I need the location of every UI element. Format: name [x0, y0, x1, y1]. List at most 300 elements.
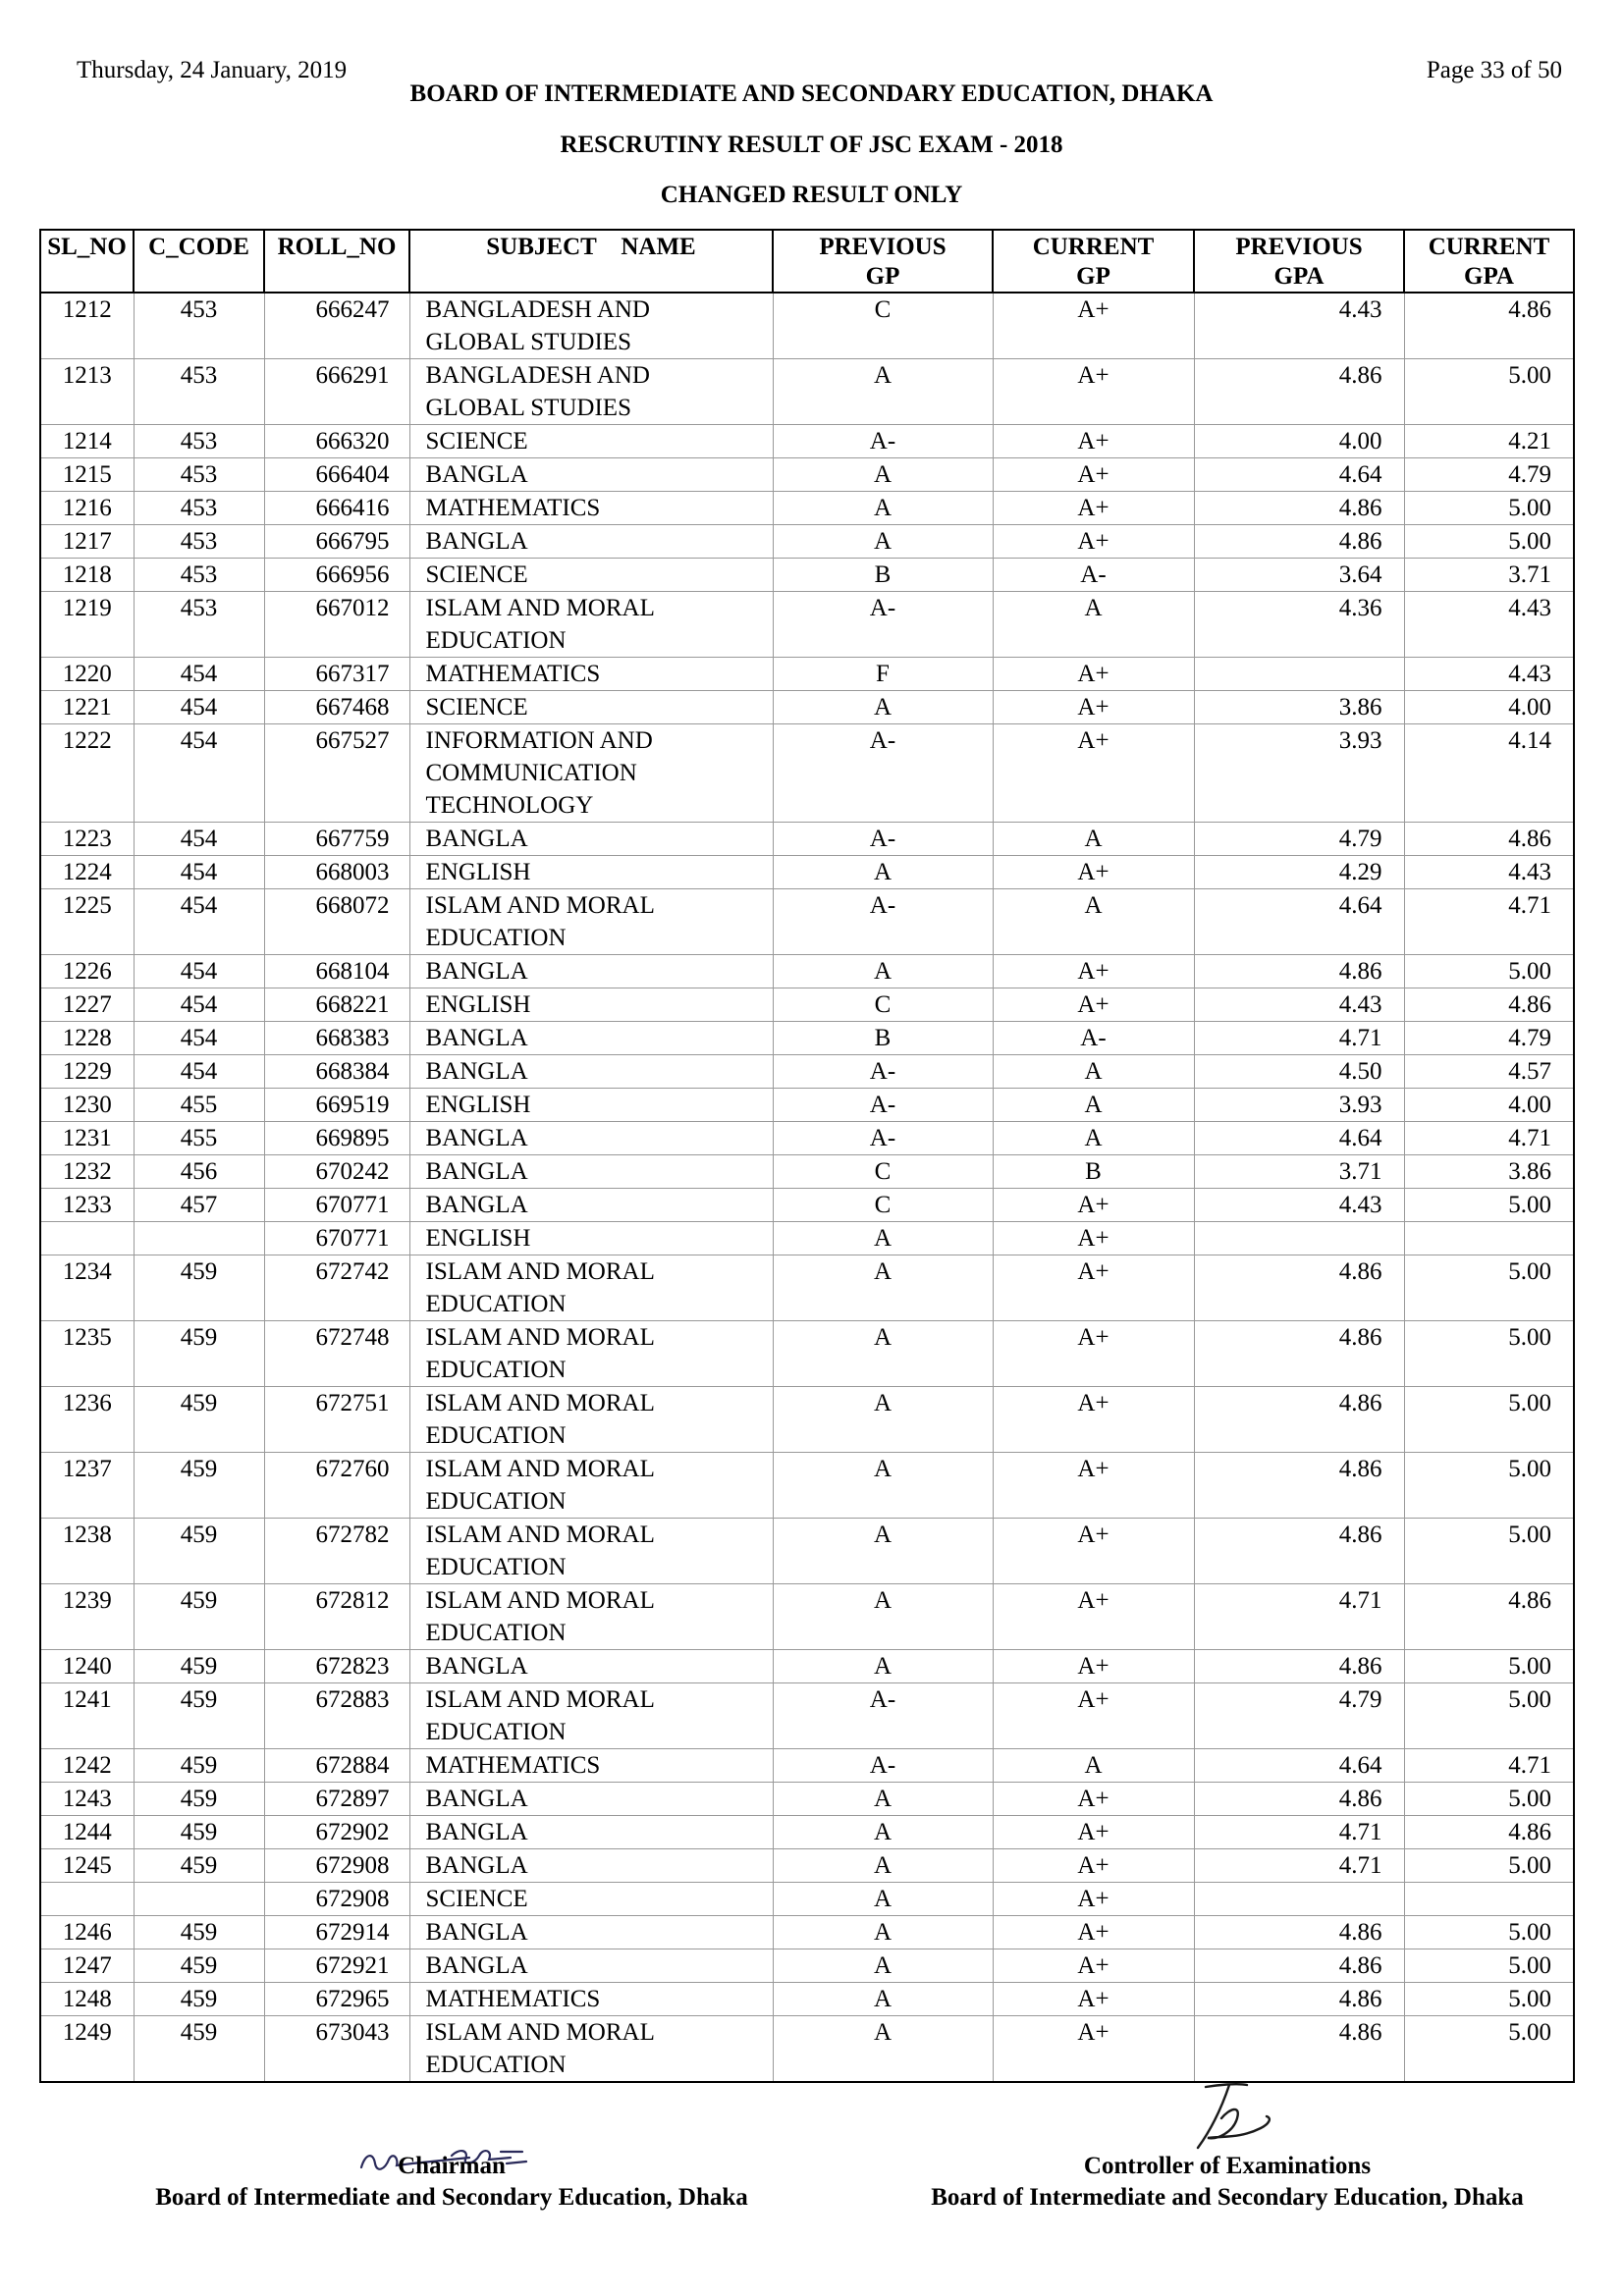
sl-no-cell: 1222: [40, 724, 134, 823]
subject-line: EDUCATION: [425, 1554, 567, 1580]
sl-no-cell: 1248: [40, 1983, 134, 2016]
table-row: [40, 2016, 1574, 2083]
previous-gp-cell: A-: [773, 425, 993, 458]
current-gp-cell: A-: [993, 559, 1194, 592]
previous-gpa-cell: 4.86: [1194, 1916, 1404, 1949]
roll-no-cell: 672751: [264, 1387, 409, 1453]
subject-line: BANGLA: [425, 1919, 528, 1946]
current-gp-cell: A: [993, 823, 1194, 856]
sl-no-cell: 1247: [40, 1949, 134, 1983]
current-gpa-cell: 4.00: [1404, 691, 1574, 724]
current-gpa-cell: 4.86: [1404, 1816, 1574, 1849]
current-gp-cell: A+: [993, 1683, 1194, 1749]
table-row: [40, 856, 1574, 889]
subject-cell: [409, 592, 773, 658]
subject-line: BANGLA: [425, 1952, 528, 1979]
previous-gp-cell: A: [773, 1584, 993, 1650]
current-gp-cell: A-: [993, 1022, 1194, 1055]
subject-cell: [409, 1783, 773, 1816]
current-gp-cell: A+: [993, 1783, 1194, 1816]
previous-gp-cell: A: [773, 458, 993, 492]
previous-gp-cell: A: [773, 856, 993, 889]
col-header-roll-no: ROLL_NO: [264, 230, 409, 293]
roll-no-cell: 666247: [264, 293, 409, 359]
subject-line: SCIENCE: [425, 694, 528, 721]
roll-no-cell: 672908: [264, 1849, 409, 1883]
current-gp-cell: A: [993, 592, 1194, 658]
previous-gpa-cell: 4.79: [1194, 1683, 1404, 1749]
previous-gp-cell: A: [773, 1321, 993, 1387]
sl-no-cell: 1232: [40, 1155, 134, 1189]
current-gp-cell: A+: [993, 1222, 1194, 1255]
current-gpa-cell: 5.00: [1404, 492, 1574, 525]
current-gp-cell: A+: [993, 1453, 1194, 1519]
c-code-cell: 459: [134, 1916, 264, 1949]
current-gpa-cell: 4.71: [1404, 1122, 1574, 1155]
subject-cell: [409, 1089, 773, 1122]
table-row: [40, 492, 1574, 525]
sl-no-cell: 1212: [40, 293, 134, 359]
roll-no-cell: 670242: [264, 1155, 409, 1189]
previous-gp-cell: A: [773, 1883, 993, 1916]
previous-gp-cell: A: [773, 1650, 993, 1683]
table-row: [40, 1949, 1574, 1983]
roll-no-cell: 668384: [264, 1055, 409, 1089]
previous-gp-cell: A: [773, 1222, 993, 1255]
previous-gp-cell: F: [773, 658, 993, 691]
roll-no-cell: 666795: [264, 525, 409, 559]
subject-line: BANGLA: [425, 1058, 528, 1085]
c-code-cell: 459: [134, 1650, 264, 1683]
current-gp-cell: A+: [993, 525, 1194, 559]
subject-line: BANGLA: [425, 1158, 528, 1185]
subject-line: ISLAM AND MORAL: [425, 1258, 655, 1285]
c-code-cell: 459: [134, 1387, 264, 1453]
current-gpa-cell: 5.00: [1404, 1650, 1574, 1683]
current-gp-cell: A+: [993, 425, 1194, 458]
roll-no-cell: 670771: [264, 1222, 409, 1255]
current-gpa-cell: 4.43: [1404, 592, 1574, 658]
roll-no-cell: 672883: [264, 1683, 409, 1749]
current-gpa-cell: 5.00: [1404, 1189, 1574, 1222]
table-row: [40, 458, 1574, 492]
current-gp-cell: A+: [993, 1816, 1194, 1849]
c-code-cell: 459: [134, 1849, 264, 1883]
current-gpa-cell: 5.00: [1404, 1849, 1574, 1883]
previous-gp-cell: A-: [773, 1055, 993, 1089]
sl-no-cell: 1217: [40, 525, 134, 559]
current-gpa-cell: 5.00: [1404, 359, 1574, 425]
table-row: [40, 1022, 1574, 1055]
roll-no-cell: 669895: [264, 1122, 409, 1155]
subject-cell: [409, 1189, 773, 1222]
previous-gp-cell: A-: [773, 1749, 993, 1783]
table-row: [40, 1055, 1574, 1089]
roll-no-cell: 672812: [264, 1584, 409, 1650]
subject-cell: [409, 1122, 773, 1155]
previous-gpa-cell: 4.86: [1194, 492, 1404, 525]
subject-line: ENGLISH: [425, 991, 531, 1018]
previous-gp-cell: A: [773, 1949, 993, 1983]
subject-cell: [409, 1683, 773, 1749]
table-row: [40, 1883, 1574, 1916]
col-header-subject-name: SUBJECT NAME: [409, 230, 773, 293]
c-code-cell: 454: [134, 889, 264, 955]
current-gp-cell: A+: [993, 1255, 1194, 1321]
c-code-cell: 454: [134, 691, 264, 724]
subject-cell: [409, 1387, 773, 1453]
subject-line: BANGLA: [425, 1819, 528, 1845]
roll-no-cell: 667759: [264, 823, 409, 856]
subject-cell: [409, 359, 773, 425]
previous-gpa-cell: 4.64: [1194, 889, 1404, 955]
subject-line: SCIENCE: [425, 1886, 528, 1912]
current-gpa-cell: 4.00: [1404, 1089, 1574, 1122]
col-header-current-gp: CURRENT GP: [993, 230, 1194, 293]
current-gp-cell: A+: [993, 458, 1194, 492]
subject-line: ISLAM AND MORAL: [425, 1324, 655, 1351]
previous-gpa-cell: 4.36: [1194, 592, 1404, 658]
current-gp-cell: A+: [993, 1387, 1194, 1453]
subject-cell: [409, 1983, 773, 2016]
roll-no-cell: 672902: [264, 1816, 409, 1849]
current-gpa-cell: 5.00: [1404, 1255, 1574, 1321]
previous-gpa-cell: 4.43: [1194, 988, 1404, 1022]
sl-no-cell: 1235: [40, 1321, 134, 1387]
previous-gp-cell: A: [773, 1453, 993, 1519]
roll-no-cell: 672965: [264, 1983, 409, 2016]
current-gp-cell: A+: [993, 724, 1194, 823]
current-gp-cell: A+: [993, 1189, 1194, 1222]
current-gp-cell: B: [993, 1155, 1194, 1189]
previous-gpa-cell: 4.86: [1194, 2016, 1404, 2083]
previous-gpa-cell: 4.64: [1194, 1122, 1404, 1155]
table-row: [40, 1387, 1574, 1453]
subject-cell: [409, 1022, 773, 1055]
previous-gp-cell: A: [773, 1783, 993, 1816]
previous-gpa-cell: 3.64: [1194, 559, 1404, 592]
current-gpa-cell: 5.00: [1404, 1453, 1574, 1519]
current-gp-cell: A+: [993, 1849, 1194, 1883]
current-gpa-cell: 5.00: [1404, 1983, 1574, 2016]
subject-cell: [409, 1849, 773, 1883]
subject-line: BANGLA: [425, 1192, 528, 1218]
current-gp-cell: A+: [993, 856, 1194, 889]
previous-gpa-cell: 4.86: [1194, 955, 1404, 988]
previous-gpa-cell: [1194, 1883, 1404, 1916]
subject-line: INFORMATION AND: [425, 727, 653, 754]
previous-gp-cell: C: [773, 988, 993, 1022]
current-gpa-cell: 4.86: [1404, 293, 1574, 359]
c-code-cell: 453: [134, 492, 264, 525]
c-code-cell: 454: [134, 823, 264, 856]
subject-line: ISLAM AND MORAL: [425, 892, 655, 919]
subject-cell: [409, 1650, 773, 1683]
previous-gp-cell: A: [773, 492, 993, 525]
subject-cell: [409, 1816, 773, 1849]
subject-line: ISLAM AND MORAL: [425, 1686, 655, 1713]
roll-no-cell: 666956: [264, 559, 409, 592]
subject-cell: [409, 1949, 773, 1983]
roll-no-cell: 672748: [264, 1321, 409, 1387]
current-gpa-cell: 4.14: [1404, 724, 1574, 823]
previous-gpa-cell: 4.71: [1194, 1022, 1404, 1055]
subject-cell: [409, 658, 773, 691]
table-row: [40, 592, 1574, 658]
sl-no-cell: 1243: [40, 1783, 134, 1816]
subject-line: ISLAM AND MORAL: [425, 2019, 655, 2046]
c-code-cell: 455: [134, 1089, 264, 1122]
c-code-cell: 455: [134, 1122, 264, 1155]
table-row: [40, 691, 1574, 724]
current-gpa-cell: 4.79: [1404, 1022, 1574, 1055]
sl-no-cell: 1230: [40, 1089, 134, 1122]
current-gpa-cell: 5.00: [1404, 1949, 1574, 1983]
subject-line: GLOBAL STUDIES: [425, 329, 631, 355]
current-gp-cell: A+: [993, 492, 1194, 525]
roll-no-cell: 667317: [264, 658, 409, 691]
subject-cell: [409, 1321, 773, 1387]
roll-no-cell: 672897: [264, 1783, 409, 1816]
subject-cell: [409, 1584, 773, 1650]
current-gp-cell: A: [993, 1122, 1194, 1155]
current-gp-cell: A+: [993, 955, 1194, 988]
col-header-previous-gp: PREVIOUS GP: [773, 230, 993, 293]
current-gp-cell: A+: [993, 1321, 1194, 1387]
c-code-cell: [134, 1883, 264, 1916]
board-title: BOARD OF INTERMEDIATE AND SECONDARY EDUCATION, DHAKA: [409, 80, 1214, 107]
sl-no-cell: 1245: [40, 1849, 134, 1883]
roll-no-cell: 667012: [264, 592, 409, 658]
previous-gp-cell: A: [773, 1255, 993, 1321]
subject-cell: [409, 2016, 773, 2083]
previous-gp-cell: A: [773, 955, 993, 988]
sl-no-cell: 1213: [40, 359, 134, 425]
c-code-cell: 454: [134, 1055, 264, 1089]
previous-gp-cell: A: [773, 359, 993, 425]
current-gpa-cell: 5.00: [1404, 2016, 1574, 2083]
c-code-cell: 457: [134, 1189, 264, 1222]
current-gp-cell: A+: [993, 293, 1194, 359]
subject-line: BANGLA: [425, 826, 528, 852]
previous-gpa-cell: 4.86: [1194, 525, 1404, 559]
current-gpa-cell: 5.00: [1404, 1783, 1574, 1816]
controller-org: Board of Intermediate and Secondary Education, Dhaka: [931, 2184, 1524, 2211]
subject-line: BANGLA: [425, 1125, 528, 1151]
table-row: [40, 1255, 1574, 1321]
previous-gp-cell: A: [773, 1849, 993, 1883]
table-row: [40, 1122, 1574, 1155]
current-gpa-cell: 4.57: [1404, 1055, 1574, 1089]
c-code-cell: 459: [134, 1816, 264, 1849]
previous-gp-cell: A: [773, 1983, 993, 2016]
chairman-org: Board of Intermediate and Secondary Education, Dhaka: [155, 2184, 748, 2211]
c-code-cell: 454: [134, 955, 264, 988]
current-gp-cell: A+: [993, 1650, 1194, 1683]
table-row: [40, 1650, 1574, 1683]
subject-line: MATHEMATICS: [425, 495, 601, 521]
controller-signature-icon: [1178, 2079, 1286, 2158]
current-gpa-cell: 5.00: [1404, 1321, 1574, 1387]
current-gp-cell: A: [993, 1749, 1194, 1783]
previous-gpa-cell: 4.86: [1194, 1387, 1404, 1453]
sl-no-cell: 1227: [40, 988, 134, 1022]
roll-no-cell: 668383: [264, 1022, 409, 1055]
roll-no-cell: 672914: [264, 1916, 409, 1949]
sl-no-cell: 1214: [40, 425, 134, 458]
previous-gp-cell: A: [773, 1916, 993, 1949]
col-header-current-gpa: CURRENT GPA: [1404, 230, 1574, 293]
table-row: [40, 1321, 1574, 1387]
subject-line: BANGLADESH AND: [425, 362, 650, 389]
roll-no-cell: 668072: [264, 889, 409, 955]
subject-line: BANGLADESH AND: [425, 296, 650, 323]
sl-no-cell: 1242: [40, 1749, 134, 1783]
c-code-cell: 459: [134, 1519, 264, 1584]
roll-no-cell: 667468: [264, 691, 409, 724]
c-code-cell: 454: [134, 988, 264, 1022]
subject-cell: [409, 492, 773, 525]
previous-gpa-cell: 4.79: [1194, 823, 1404, 856]
subject-line: EDUCATION: [425, 627, 567, 654]
subject-line: ISLAM AND MORAL: [425, 1587, 655, 1614]
sl-no-cell: 1237: [40, 1453, 134, 1519]
subject-line: BANGLA: [425, 1852, 528, 1879]
subject-cell: [409, 1749, 773, 1783]
c-code-cell: 459: [134, 1683, 264, 1749]
previous-gp-cell: A-: [773, 724, 993, 823]
current-gpa-cell: 5.00: [1404, 1519, 1574, 1584]
previous-gpa-cell: 4.86: [1194, 1650, 1404, 1683]
subject-line: BANGLA: [425, 1786, 528, 1812]
table-row: [40, 1584, 1574, 1650]
current-gpa-cell: 4.79: [1404, 458, 1574, 492]
current-gpa-cell: 3.86: [1404, 1155, 1574, 1189]
c-code-cell: 454: [134, 856, 264, 889]
roll-no-cell: 672908: [264, 1883, 409, 1916]
sl-no-cell: 1226: [40, 955, 134, 988]
roll-no-cell: 666320: [264, 425, 409, 458]
table-row: [40, 823, 1574, 856]
table-row: [40, 1849, 1574, 1883]
previous-gpa-cell: 3.71: [1194, 1155, 1404, 1189]
previous-gp-cell: A: [773, 1519, 993, 1584]
previous-gpa-cell: 4.43: [1194, 293, 1404, 359]
chairman-title: Chairman: [398, 2153, 506, 2179]
previous-gpa-cell: 4.50: [1194, 1055, 1404, 1089]
current-gpa-cell: 5.00: [1404, 1387, 1574, 1453]
subject-line: ISLAM AND MORAL: [425, 1456, 655, 1482]
subject-line: MATHEMATICS: [425, 661, 601, 687]
previous-gp-cell: C: [773, 1155, 993, 1189]
sl-no-cell: 1223: [40, 823, 134, 856]
sl-no-cell: [40, 1222, 134, 1255]
col-header-previous-gpa: PREVIOUS GPA: [1194, 230, 1404, 293]
subject-cell: [409, 988, 773, 1022]
table-row: [40, 525, 1574, 559]
table-row: [40, 425, 1574, 458]
subject-line: BANGLA: [425, 1025, 528, 1051]
subject-line: ENGLISH: [425, 1092, 531, 1118]
subject-line: EDUCATION: [425, 1488, 567, 1515]
roll-no-cell: 670771: [264, 1189, 409, 1222]
subject-line: GLOBAL STUDIES: [425, 395, 631, 421]
subject-line: ISLAM AND MORAL: [425, 1390, 655, 1416]
c-code-cell: 453: [134, 293, 264, 359]
sl-no-cell: 1239: [40, 1584, 134, 1650]
current-gpa-cell: 4.71: [1404, 1749, 1574, 1783]
current-gp-cell: A+: [993, 1584, 1194, 1650]
current-gpa-cell: [1404, 1883, 1574, 1916]
sl-no-cell: 1219: [40, 592, 134, 658]
table-row: [40, 658, 1574, 691]
subject-line: EDUCATION: [425, 1719, 567, 1745]
previous-gp-cell: A-: [773, 1683, 993, 1749]
table-row: [40, 955, 1574, 988]
table-row: [40, 359, 1574, 425]
c-code-cell: 453: [134, 559, 264, 592]
sl-no-cell: 1244: [40, 1816, 134, 1849]
subject-cell: [409, 458, 773, 492]
subject-cell: [409, 525, 773, 559]
current-gp-cell: A+: [993, 658, 1194, 691]
table-header-row: [40, 230, 1574, 293]
subject-line: EDUCATION: [425, 1357, 567, 1383]
roll-no-cell: 666416: [264, 492, 409, 525]
current-gpa-cell: 5.00: [1404, 1916, 1574, 1949]
roll-no-cell: 666291: [264, 359, 409, 425]
subject-cell: [409, 425, 773, 458]
previous-gpa-cell: 4.71: [1194, 1816, 1404, 1849]
table-row: [40, 1155, 1574, 1189]
current-gpa-cell: 5.00: [1404, 1683, 1574, 1749]
current-gpa-cell: 3.71: [1404, 559, 1574, 592]
sl-no-cell: 1220: [40, 658, 134, 691]
sl-no-cell: 1249: [40, 2016, 134, 2083]
current-gpa-cell: 4.71: [1404, 889, 1574, 955]
subject-line: BANGLA: [425, 461, 528, 488]
previous-gp-cell: A: [773, 691, 993, 724]
previous-gp-cell: A-: [773, 823, 993, 856]
roll-no-cell: 672742: [264, 1255, 409, 1321]
roll-no-cell: 668003: [264, 856, 409, 889]
table-row: [40, 1916, 1574, 1949]
sl-no-cell: 1221: [40, 691, 134, 724]
c-code-cell: 459: [134, 2016, 264, 2083]
sl-no-cell: 1218: [40, 559, 134, 592]
table-row: [40, 889, 1574, 955]
current-gp-cell: A+: [993, 691, 1194, 724]
sl-no-cell: 1231: [40, 1122, 134, 1155]
current-gpa-cell: 4.43: [1404, 856, 1574, 889]
previous-gp-cell: B: [773, 559, 993, 592]
roll-no-cell: 672921: [264, 1949, 409, 1983]
subject-cell: [409, 1453, 773, 1519]
current-gpa-cell: 4.86: [1404, 823, 1574, 856]
subject-line: EDUCATION: [425, 1291, 567, 1317]
sl-no-cell: 1246: [40, 1916, 134, 1949]
table-row: [40, 1749, 1574, 1783]
previous-gpa-cell: [1194, 1222, 1404, 1255]
report-subtitle: CHANGED RESULT ONLY: [660, 182, 963, 208]
c-code-cell: 453: [134, 458, 264, 492]
previous-gpa-cell: 4.86: [1194, 359, 1404, 425]
results-table: [39, 229, 1575, 2083]
sl-no-cell: 1240: [40, 1650, 134, 1683]
subject-line: BANGLA: [425, 528, 528, 555]
table-row: [40, 724, 1574, 823]
current-gpa-cell: 4.43: [1404, 658, 1574, 691]
